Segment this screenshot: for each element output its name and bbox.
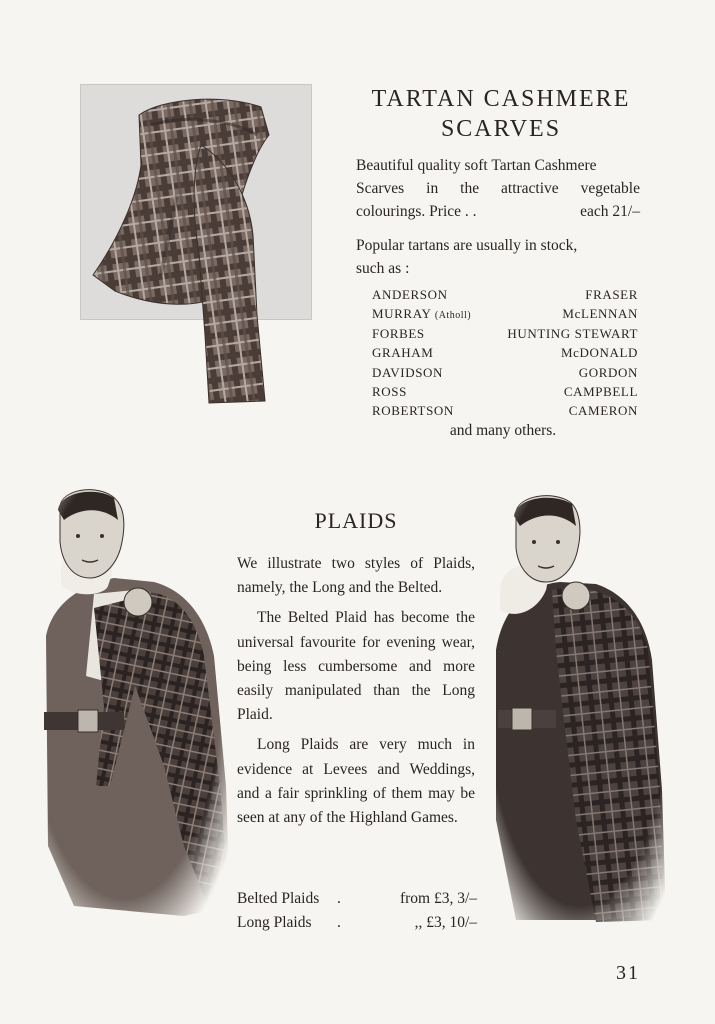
plaids-body xyxy=(237,552,475,836)
scarves-desc-line2: Scarves in the attractive vegetable xyxy=(356,180,640,197)
scarves-description xyxy=(356,154,640,223)
tartan-left: DAVIDSON xyxy=(372,364,444,380)
many-others-note: and many others. xyxy=(449,422,557,439)
price-item-name: Belted Plaids xyxy=(237,890,320,907)
long-plaid-figure xyxy=(486,490,672,930)
tartan-left: MURRAY (Atholl) xyxy=(372,306,472,322)
scarves-popular xyxy=(356,234,640,280)
plaids-paragraph-1: We illustrate two styles of Plaids, namely, the Long and the Belted. xyxy=(237,555,475,597)
tartan-left: FORBES xyxy=(372,325,425,341)
tartan-right: McDONALD xyxy=(560,345,638,361)
popular-line2: such as : xyxy=(356,260,410,277)
scarves-price: each 21/– xyxy=(580,203,640,220)
tartan-left: ROBERTSON xyxy=(372,403,454,419)
tartan-right: CAMPBELL xyxy=(563,383,638,399)
scarves-desc-line1: Beautiful quality soft Tartan Cashmere xyxy=(356,157,597,174)
scarves-title-line2: SCARVES xyxy=(440,116,562,142)
tartan-right: McLENNAN xyxy=(562,306,638,322)
tartan-row xyxy=(372,363,638,382)
tartan-left: ANDERSON xyxy=(372,287,448,302)
plaids-paragraph-2: The Belted Plaid has become the universal favourite for evening wear, being less cumbersome and more easily manipulated than the Long Plaid. xyxy=(237,609,475,724)
price-leader: . xyxy=(337,914,341,931)
price-value: from £3, 3/– xyxy=(399,890,477,907)
plaids-paragraph-3: Long Plaids are very much in evidence at Levees and Weddings, and a fair sprinkling of them may be seen at any of the Highland Games. xyxy=(237,736,475,827)
page-number: 31 xyxy=(616,962,640,984)
tartan-row xyxy=(372,304,638,323)
tartan-right: FRASER xyxy=(585,287,638,302)
scarves-title-line1: TARTAN CASHMERE xyxy=(371,86,631,112)
murray-note: (Atholl) xyxy=(434,310,472,322)
tartan-row xyxy=(372,343,638,362)
tartan-left: ROSS xyxy=(372,383,407,399)
tartan-row xyxy=(372,285,638,304)
price-row xyxy=(237,887,477,911)
tartan-scarf-illustration xyxy=(81,85,311,411)
scarves-desc-line3: colourings. Price . . xyxy=(356,203,477,220)
tartan-row xyxy=(372,401,638,420)
scarves-price-line xyxy=(356,200,640,223)
scarf-photo xyxy=(80,84,312,320)
scarves-title xyxy=(352,84,650,144)
popular-line1: Popular tartans are usually in stock, xyxy=(356,237,578,254)
tartan-row xyxy=(372,382,638,401)
plaids-price-table xyxy=(237,887,477,935)
tartan-right: CAMERON xyxy=(568,403,638,419)
tartan-list xyxy=(372,285,638,421)
tartan-right: GORDON xyxy=(578,364,638,380)
price-row xyxy=(237,911,477,935)
tartan-right: HUNTING STEWART xyxy=(507,325,638,341)
plaids-title: PLAIDS xyxy=(314,508,398,533)
belted-plaid-figure xyxy=(34,486,234,926)
price-leader: . xyxy=(337,890,341,907)
tartan-row xyxy=(372,324,638,343)
price-value: ,, £3, 10/– xyxy=(414,914,477,931)
price-item-name: Long Plaids xyxy=(237,914,312,931)
tartan-left: GRAHAM xyxy=(372,345,434,361)
